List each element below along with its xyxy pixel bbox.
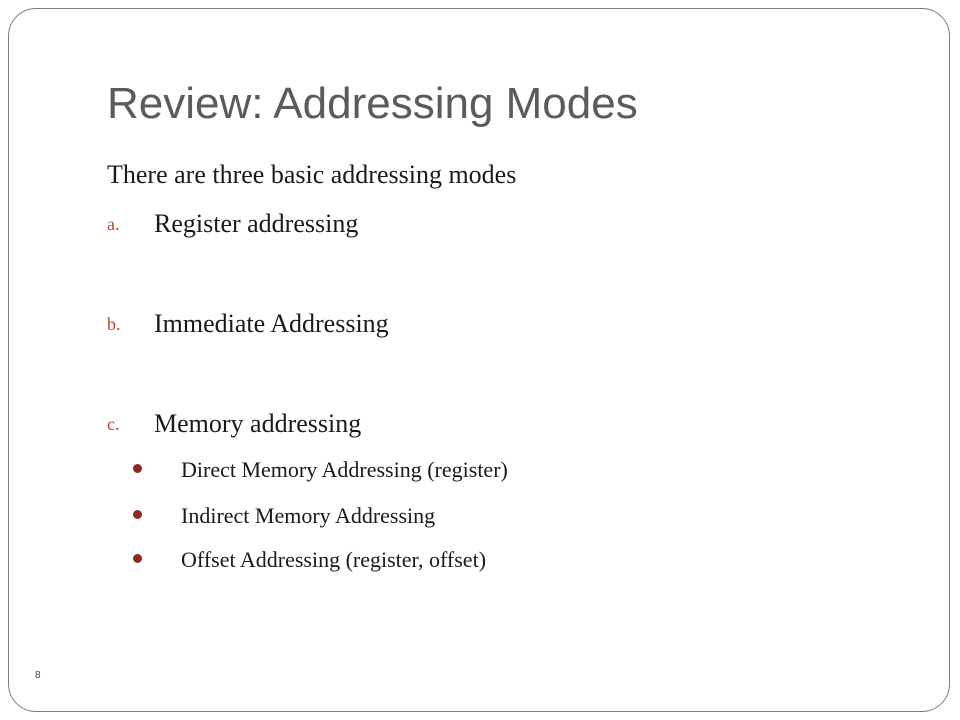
sub-item-offset: [133, 549, 486, 571]
sub-item-indirect: [133, 505, 435, 527]
page-number: 8: [35, 670, 41, 681]
sub-item-label: Offset Addressing (register, offset): [181, 547, 487, 572]
bullet-icon: [133, 464, 142, 473]
bullet-icon: [133, 554, 142, 563]
slide-title: Review: Addressing Modes: [107, 79, 638, 128]
list-item-label: Memory addressing: [154, 409, 362, 438]
list-item-register: [107, 211, 358, 237]
sub-item-label: Direct Memory Addressing (register): [181, 457, 508, 482]
sub-item-label: Indirect Memory Addressing: [181, 503, 436, 528]
intro-text: There are three basic addressing modes: [107, 160, 517, 189]
list-item-immediate: [107, 311, 389, 337]
list-marker-c: c.: [107, 414, 120, 434]
list-marker-b: b.: [107, 314, 121, 334]
sub-item-direct: [133, 459, 508, 481]
list-item-label: Register addressing: [154, 209, 359, 238]
list-item-label: Immediate Addressing: [154, 309, 389, 338]
bullet-icon: [133, 510, 142, 519]
list-marker-a: a.: [107, 214, 120, 234]
list-item-memory: [107, 411, 361, 437]
